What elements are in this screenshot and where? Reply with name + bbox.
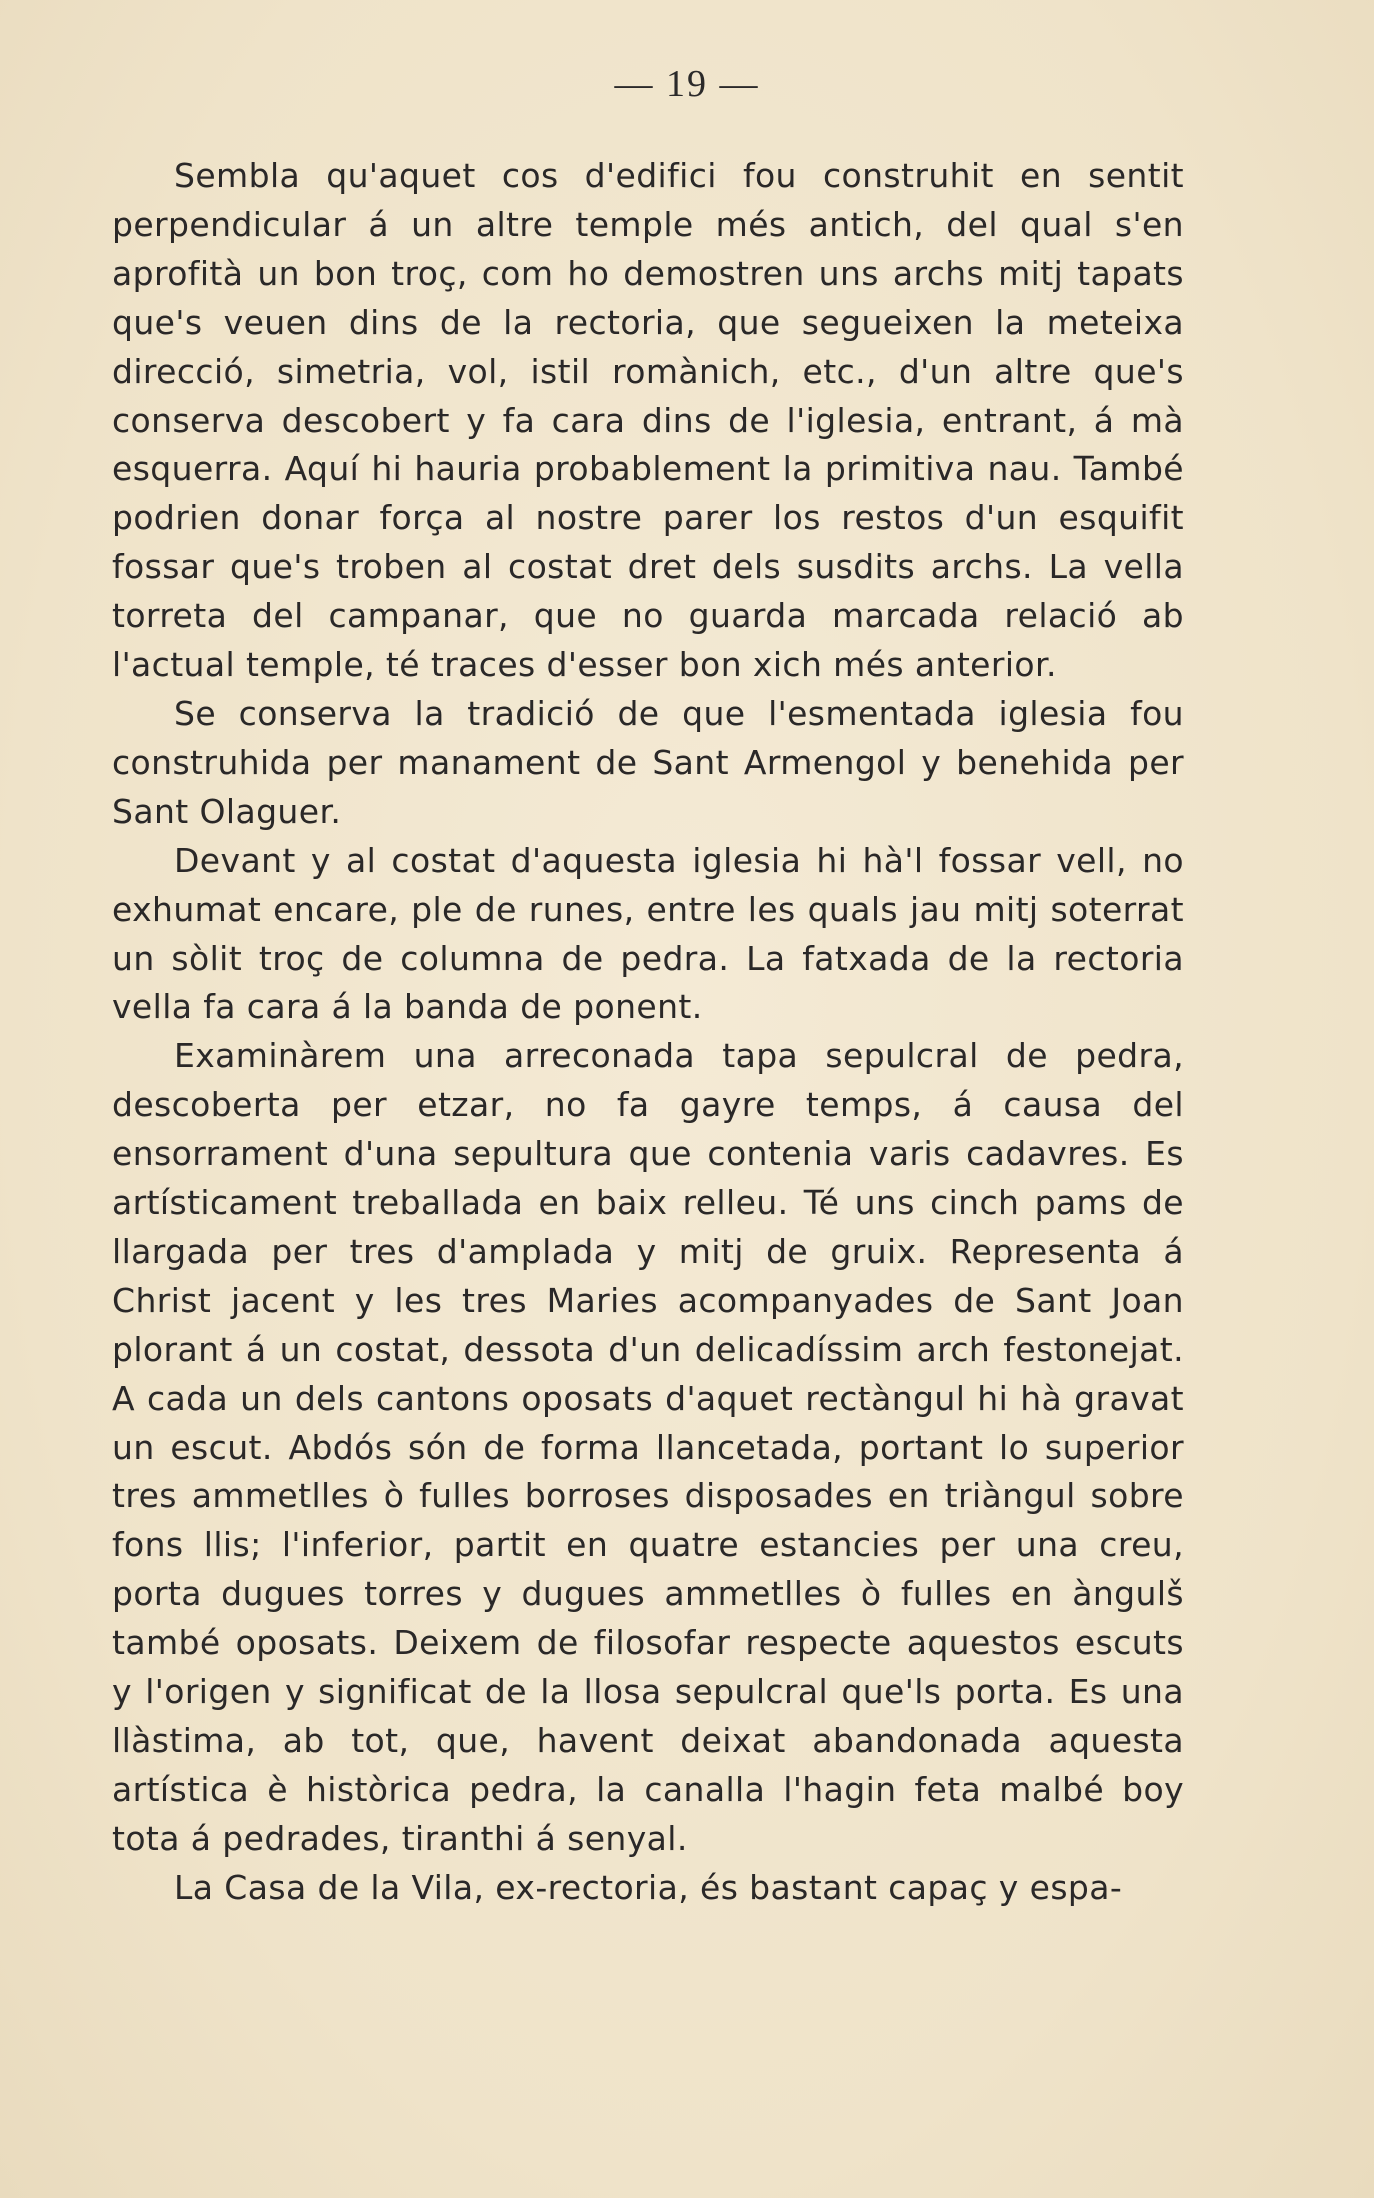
paragraph-4: Examinàrem una arreconada tapa sepulcral de pedra, descoberta per etzar, no fa gayre temps, á causa del ensorrament d'una sepultura que contenia varis cadavres. Es artísticament treballada en baix relleu. Té uns cinch pams de llargada per tres d'amplada y mitj de gruix. Representa á Christ jacent y les tres Maries acompanyades de Sant Joan plorant á un costat, dessota d'un delicadíssim arch festonejat. A cada un dels cantons oposats d'aquet rectàngul hi hà gravat un escut. Abdós són de forma llancetada, portant lo superior tres ammetlles ò fulles borroses disposades en triàngul sobre fons llis; l'inferior, partit en quatre estancies per una creu, porta dugues torres y dugues ammetlles ò fulles en àngulš també oposats. Deixem de filosofar respecte aquestos escuts y l'origen y significat de la llosa sepulcral que'ls porta. Es una llàstima, ab tot, que, havent deixat abandonada aquesta artística è històrica pedra, la canalla l'hagin feta malbé boy tota á pedrades, tiranthi á senyal. xyxy=(112,1036,1184,1858)
paragraph-5: La Casa de la Vila, ex-rectoria, és bastant capaç y espa- xyxy=(174,1867,1123,1907)
paragraph-1: Sembla qu'aquet cos d'edifici fou construhit en sentit perpendicular á un altre temple més antich, del qual s'en aprofità un bon troç, com ho demostren uns archs mitj tapats que's veuen dins de la rectoria, que segueixen la meteixa direcció, simetria, vol, istil romànich, etc., d'un altre que's conserva descobert y fa cara dins de l'iglesia, entrant, á mà esquerra. Aquí hi hauria probablement la primitiva nau. També podrien donar força al nostre parer los restos d'un esquifit fossar que's troben al costat dret dels susdits archs. La vella torreta del campanar, que no guarda marcada relació ab l'actual temple, té traces d'esser bon xich més anterior. xyxy=(112,156,1184,685)
paragraph-3: Devant y al costat d'aquesta iglesia hi hà'l fossar vell, no exhumat encare, ple de runes, entre les quals jau mitj soterrat un sòlit troç de columna de pedra. La fatxada de la rectoria vella fa cara á la banda de ponent. xyxy=(112,840,1184,1027)
paragraph-2: Se conserva la tradició de que l'esmentada iglesia fou construhida per manament de Sant Armengol y benehida per Sant Olaguer. xyxy=(112,693,1184,831)
body-text xyxy=(112,152,1184,1913)
page-number: — 19 — xyxy=(614,63,760,105)
